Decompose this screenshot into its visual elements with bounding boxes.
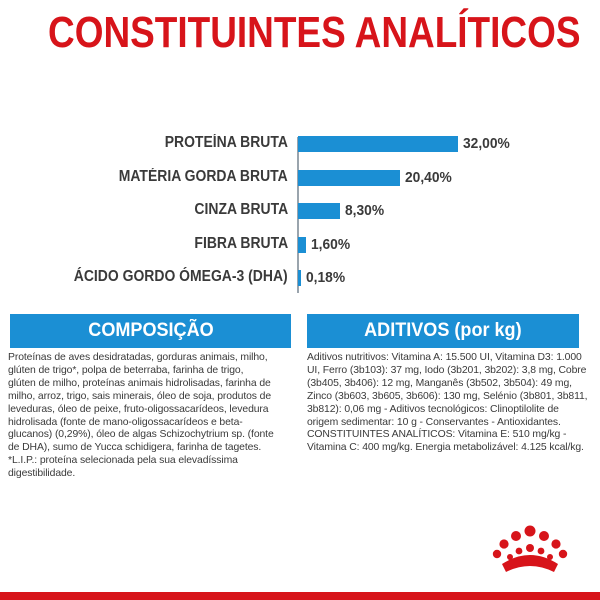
- bar-value-label: 0,18%: [305, 269, 345, 286]
- composicao-heading: COMPOSIÇÃO: [87, 320, 214, 341]
- bar: [298, 203, 340, 219]
- text-line: *L.I.P.: proteína selecionada pela sua elevadíssima: [8, 455, 238, 467]
- text-line: Vitamina C: 400 mg/kg. Energia metabolizável: 4.125 kcal/kg.: [307, 442, 584, 454]
- text-line: origem sedimentar: 10 g - Conservantes - Antioxidantes.: [307, 416, 561, 428]
- bar: [298, 170, 400, 186]
- bar-value-label: 32,00%: [463, 135, 510, 152]
- text-line: (3b405, 3b406): 12 mg, Manganês (3b502, 3b504): 49 mg,: [307, 377, 572, 389]
- text-line: glúten de milho, proteínas animais hidrolisadas, farinha de: [8, 377, 271, 389]
- bar-label: CINZA BRUTA: [194, 201, 288, 218]
- text-line: digestibilidade.: [8, 468, 76, 480]
- bar-value-label: 8,30%: [344, 202, 384, 219]
- bar-label: FIBRA BRUTA: [194, 234, 288, 252]
- text-line: de DHA), sumo de Yucca schidigera, farinha de tagetes.: [8, 442, 262, 454]
- bar-value-label: 1,60%: [311, 235, 351, 253]
- text-line: Proteínas de aves desidratadas, gorduras animais, milho,: [8, 352, 268, 363]
- composicao-header: [10, 314, 291, 348]
- aditivos-heading: ADITIVOS (por kg): [364, 320, 522, 341]
- page-title: CONSTITUINTES ANALÍTICOS: [48, 8, 581, 57]
- bar: [298, 237, 306, 253]
- text-line: glucanos) (0,29%), óleo de algas Schizochytrium sp. (fonte: [8, 429, 274, 441]
- bar: [298, 136, 458, 152]
- bar-value-label: 20,40%: [405, 168, 452, 186]
- text-line: hidrolisada (fonte de mano-oligossacarídeos e beta-: [8, 416, 243, 428]
- text-line: Aditivos nutritivos: Vitamina A: 15.500 UI, Vitamina D3: 1.000: [307, 352, 582, 363]
- bar-label: ÁCIDO GORDO ÓMEGA-3 (DHA): [74, 268, 288, 285]
- text-line: leveduras, óleo de peixe, fruto-oligossacarídeos, levedura: [8, 403, 269, 415]
- text-line: milho, arroz, trigo, sais minerais, óleo de soja, produtos de: [8, 390, 272, 402]
- text-line: glúten de trigo*, polpa de beterraba, farinha de trigo,: [8, 364, 244, 376]
- composicao-text: [8, 352, 298, 481]
- text-line: UI, Ferro (3b103): 37 mg, Iodo (3b201, 3b202): 3,8 mg, Cobre: [307, 364, 587, 376]
- bar-label: MATÉRIA GORDA BRUTA: [119, 167, 288, 185]
- bar-label: PROTEÍNA BRUTA: [164, 134, 288, 151]
- bottom-red-line: [0, 592, 600, 600]
- text-line: 3b812): 0,06 mg - Aditivos tecnológicos: Clinoptilolite de: [307, 403, 559, 415]
- royal-crown-icon: [492, 524, 568, 576]
- text-line: Zinco (3b603, 3b605, 3b606): 130 mg, Selénio (3b801, 3b811,: [307, 390, 588, 402]
- aditivos-header: [307, 314, 579, 348]
- aditivos-text: [307, 352, 597, 455]
- text-line: CONSTITUINTES ANALÍTICOS: Vitamina E: 510 mg/kg -: [307, 429, 567, 441]
- bar: [298, 270, 301, 286]
